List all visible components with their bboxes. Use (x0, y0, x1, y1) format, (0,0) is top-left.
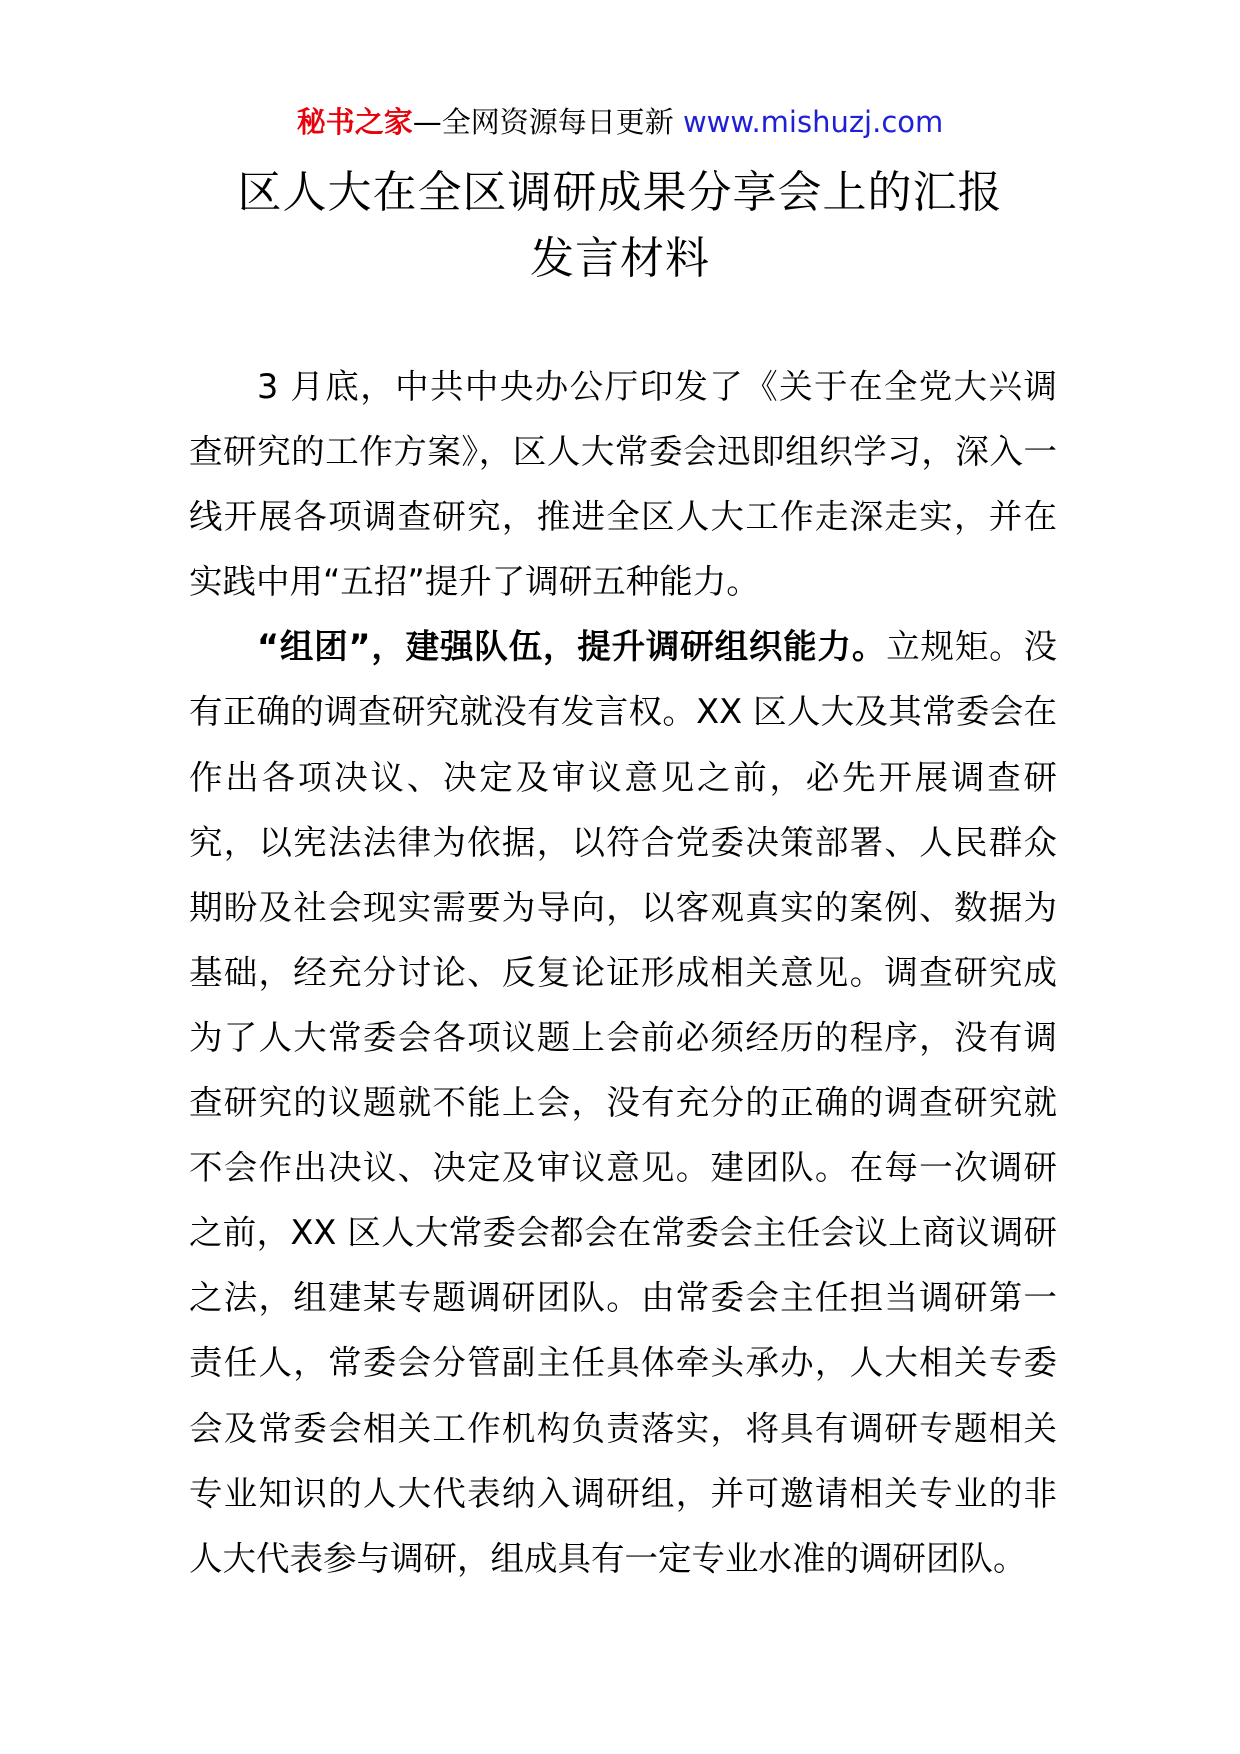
site-header (0, 100, 1240, 144)
paragraph-intro: 3 月底，中共中央办公厅印发了《关于在全党大兴调查研究的工作方案》，区人大常委会迅即组织学习，深入一线开展各项调查研究，推进全区人大工作走深走实，并在实践中用“五招”提升了调研五种能力。 (189, 367, 1057, 602)
title-line-1: 区人大在全区调研成果分享会上的汇报 (237, 167, 1003, 218)
document-title (0, 160, 1240, 292)
paragraph-lead-heading: “组团”，建强队伍，提升调研组织能力。 (257, 627, 887, 667)
site-url-link[interactable]: www.mishuzj.com (682, 105, 944, 139)
paragraph-body-text: 立规矩。没有正确的调查研究就没有发言权。XX 区人大及其常委会在作出各项决议、决定及审议意见之前，必先开展调查研究，以宪法法律为依据，以符合党委决策部署、人民群众期盼及社会现实需要为导向，以客观真实的案例、数据为基础，经充分讨论、反复论证形成相关意见。调查研究成为了人大常委会各项议题上会前必须经历的程序，没有调查研究的议题就不能上会，没有充分的正确的调查研究就不会作出决议、决定及审议意见。建团队。在每一次调研之前，XX 区人大常委会都会在常委会主任会议上商议调研之法，组建某专题调研团队。由常委会主任担当调研第一责任人，常委会分管副主任具体牵头承办，人大相关专委会及常委会相关工作机构负责落实，将具有调研专题相关专业知识的人大代表纳入调研组，并可邀请相关专业的非人大代表参与调研，组成具有一定专业水准的调研团队。 (189, 627, 1057, 1578)
brand-name: 秘书之家 (296, 105, 413, 139)
paragraph-team-building (189, 614, 1057, 1590)
title-line-2: 发言材料 (530, 233, 710, 284)
document-body (189, 354, 1057, 1591)
header-tagline: —全网资源每日更新 (412, 105, 683, 139)
